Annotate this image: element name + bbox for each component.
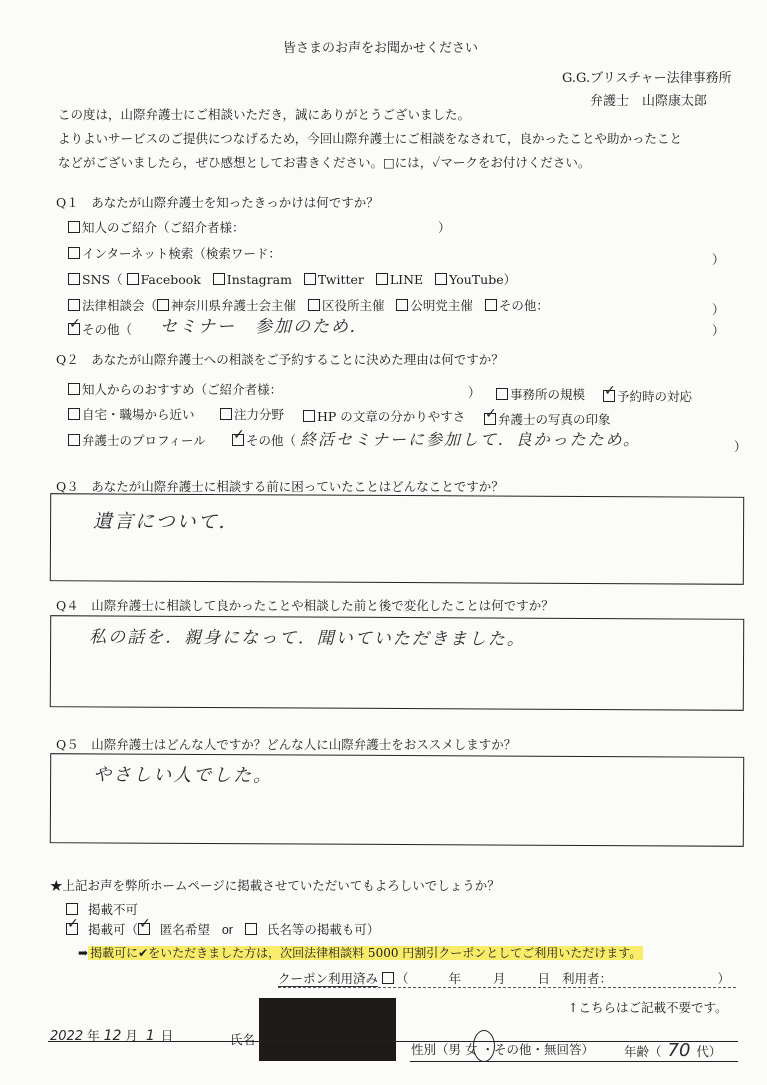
q1-other-answer[interactable]: セミナー 参加のため． bbox=[160, 317, 369, 337]
q2-option-focus-area[interactable]: 注力分野 bbox=[220, 405, 284, 423]
intro-line-2: よりよいサービスのご提供につなげるため，今回山際弁護士にご相談をなされて，良かったことや助かったこと bbox=[58, 131, 683, 146]
checkbox[interactable] bbox=[68, 434, 80, 446]
checkbox[interactable] bbox=[68, 221, 80, 233]
date-field[interactable]: 2022 年 12 月 1 日 bbox=[50, 1028, 174, 1044]
paren-close: ） bbox=[712, 302, 725, 317]
q1-option-other[interactable]: ✓その他（ bbox=[68, 320, 132, 338]
q4-answer-box[interactable] bbox=[50, 615, 744, 711]
checkbox-checked[interactable] bbox=[68, 323, 80, 335]
paren-close: ） bbox=[712, 252, 725, 267]
gender-circle-mark bbox=[473, 1030, 495, 1062]
q5-answer-box[interactable] bbox=[50, 753, 744, 847]
checkbox-instagram[interactable] bbox=[213, 273, 225, 285]
q4-answer: 私の話を．親身になって．聞いていただきました。 bbox=[89, 627, 526, 650]
checkbox-line[interactable] bbox=[376, 273, 388, 285]
checkbox-kanagawa[interactable] bbox=[157, 299, 169, 311]
paren-close: ） bbox=[468, 385, 481, 400]
checkbox[interactable] bbox=[68, 299, 80, 311]
coupon-note: ➡ 掲載可に✔をいただきました方は，次回法律相談料 5000 円割引クーポンとしてご利用いただけます。 bbox=[78, 946, 642, 960]
checkbox-anonymous-checked[interactable] bbox=[138, 923, 150, 935]
arrow-right-icon: ➡ bbox=[78, 946, 89, 960]
q3-answer-box[interactable] bbox=[50, 493, 744, 585]
q2-option-office-size[interactable]: 事務所の規模 bbox=[496, 385, 585, 403]
checkbox-komeito[interactable] bbox=[396, 299, 408, 311]
checkbox[interactable] bbox=[496, 388, 508, 400]
checkbox[interactable] bbox=[66, 903, 78, 915]
coupon-no-entry-note: ↑こちらはご記載不要です。 bbox=[568, 1000, 728, 1015]
checkbox[interactable] bbox=[220, 408, 232, 420]
checkbox[interactable] bbox=[303, 410, 315, 422]
checkbox-checked[interactable] bbox=[603, 390, 615, 402]
coupon-used-checkbox[interactable] bbox=[382, 972, 394, 984]
form-title: 皆さまのお声をお聞かせください bbox=[283, 41, 479, 56]
q2-other-answer[interactable]: 終活セミナーに参加して．良かったため。 bbox=[300, 430, 642, 449]
age-field[interactable]: 年齢（ 70 代） bbox=[624, 1040, 722, 1061]
q2-option-recommend[interactable]: 知人からのおすすめ（ご紹介者様： bbox=[68, 380, 282, 398]
checkbox-facebook[interactable] bbox=[127, 273, 139, 285]
paren-close: ） bbox=[734, 439, 747, 454]
publish-allowed[interactable]: ✓ 掲載可（ ✓ 匿名希望 or 氏名等の掲載も可） bbox=[66, 920, 379, 938]
checkbox-checked[interactable] bbox=[484, 413, 496, 425]
publish-question: ★上記お声を弊所ホームページに掲載させていただいてもよろしいでしょうか？ bbox=[50, 878, 500, 893]
lawyer-name: 弁護士 山際康太郎 bbox=[590, 94, 708, 109]
q1-option-sns[interactable]: SNS（ Facebook Instagram Twitter LINE YouTube） bbox=[68, 270, 516, 288]
intro-line-3: などがございましたら，ぜひ感想としてお書きください。□には，✓マークをお付けください。 bbox=[58, 155, 591, 170]
paren-close: ） bbox=[712, 323, 725, 338]
q1-label: Q１ あなたが山際弁護士を知ったきっかけは何ですか？ bbox=[56, 195, 379, 210]
checkbox[interactable] bbox=[68, 273, 80, 285]
checkbox-with-name[interactable] bbox=[245, 923, 257, 935]
redacted-name bbox=[259, 998, 396, 1061]
gender-field[interactable]: 性別（男 女 ・その他・無回答） bbox=[411, 1042, 595, 1057]
checkbox-checked[interactable] bbox=[66, 923, 78, 935]
q2-option-reservation[interactable]: ✓ 予約時の対応 bbox=[603, 387, 692, 405]
checkbox-ward-office[interactable] bbox=[308, 299, 320, 311]
checkbox-seminar-other[interactable] bbox=[485, 299, 497, 311]
q2-option-profile[interactable]: 弁護士のプロフィール bbox=[68, 431, 206, 449]
checkbox-twitter[interactable] bbox=[304, 273, 316, 285]
paren-close: ） bbox=[438, 220, 451, 235]
q2-option-near-home[interactable]: 自宅・職場から近い bbox=[68, 405, 195, 423]
checkbox[interactable] bbox=[68, 247, 80, 259]
coupon-used-row: クーポン利用済み （ 年 月 日 利用者： ） bbox=[278, 969, 736, 988]
publish-not-allowed[interactable]: 掲載不可 bbox=[66, 900, 138, 918]
q2-option-other[interactable]: ✓ その他（ bbox=[232, 431, 296, 449]
checkbox-checked[interactable] bbox=[232, 434, 244, 446]
q2-option-hp-text[interactable]: HP の文章の分かりやすさ bbox=[303, 407, 465, 425]
q1-option-internet[interactable]: インターネット検索（検索ワード： bbox=[68, 244, 281, 262]
gender-selected[interactable]: 女 bbox=[465, 1042, 478, 1057]
q5-answer: やさしい人でした。 bbox=[93, 764, 274, 787]
q2-option-photo[interactable]: ✓ 弁護士の写真の印象 bbox=[484, 410, 611, 428]
q3-answer: 遺言について． bbox=[93, 510, 240, 534]
q2-label: Q２ あなたが山際弁護士への相談をご予約することに決めた理由は何ですか？ bbox=[56, 352, 504, 367]
footer-line-right bbox=[410, 1061, 738, 1062]
q5-label: Q５ 山際弁護士はどんな人ですか？どんな人に山際弁護士をおススメしますか？ bbox=[56, 737, 517, 752]
q4-label: Q４ 山際弁護士に相談して良かったことや相談した前と後で変化したことは何ですか？ bbox=[56, 598, 554, 613]
intro-line-1: この度は，山際弁護士にご相談いただき，誠にありがとうございました。 bbox=[58, 107, 471, 122]
q1-option-referral[interactable]: 知人のご紹介（ご紹介者様： bbox=[68, 218, 245, 236]
checkbox[interactable] bbox=[68, 408, 80, 420]
firm-name: G.G.ブリスチャー法律事務所 bbox=[562, 71, 732, 86]
name-label: 氏名 bbox=[230, 1032, 256, 1047]
checkbox-youtube[interactable] bbox=[435, 273, 447, 285]
checkbox[interactable] bbox=[68, 383, 80, 395]
q3-label: Q３ あなたが山際弁護士に相談する前に困っていたことはどんなことですか？ bbox=[56, 479, 504, 494]
q1-option-seminar[interactable]: 法律相談会（ 神奈川県弁護士会主催 区役所主催 公明党主催 その他： bbox=[68, 296, 549, 314]
